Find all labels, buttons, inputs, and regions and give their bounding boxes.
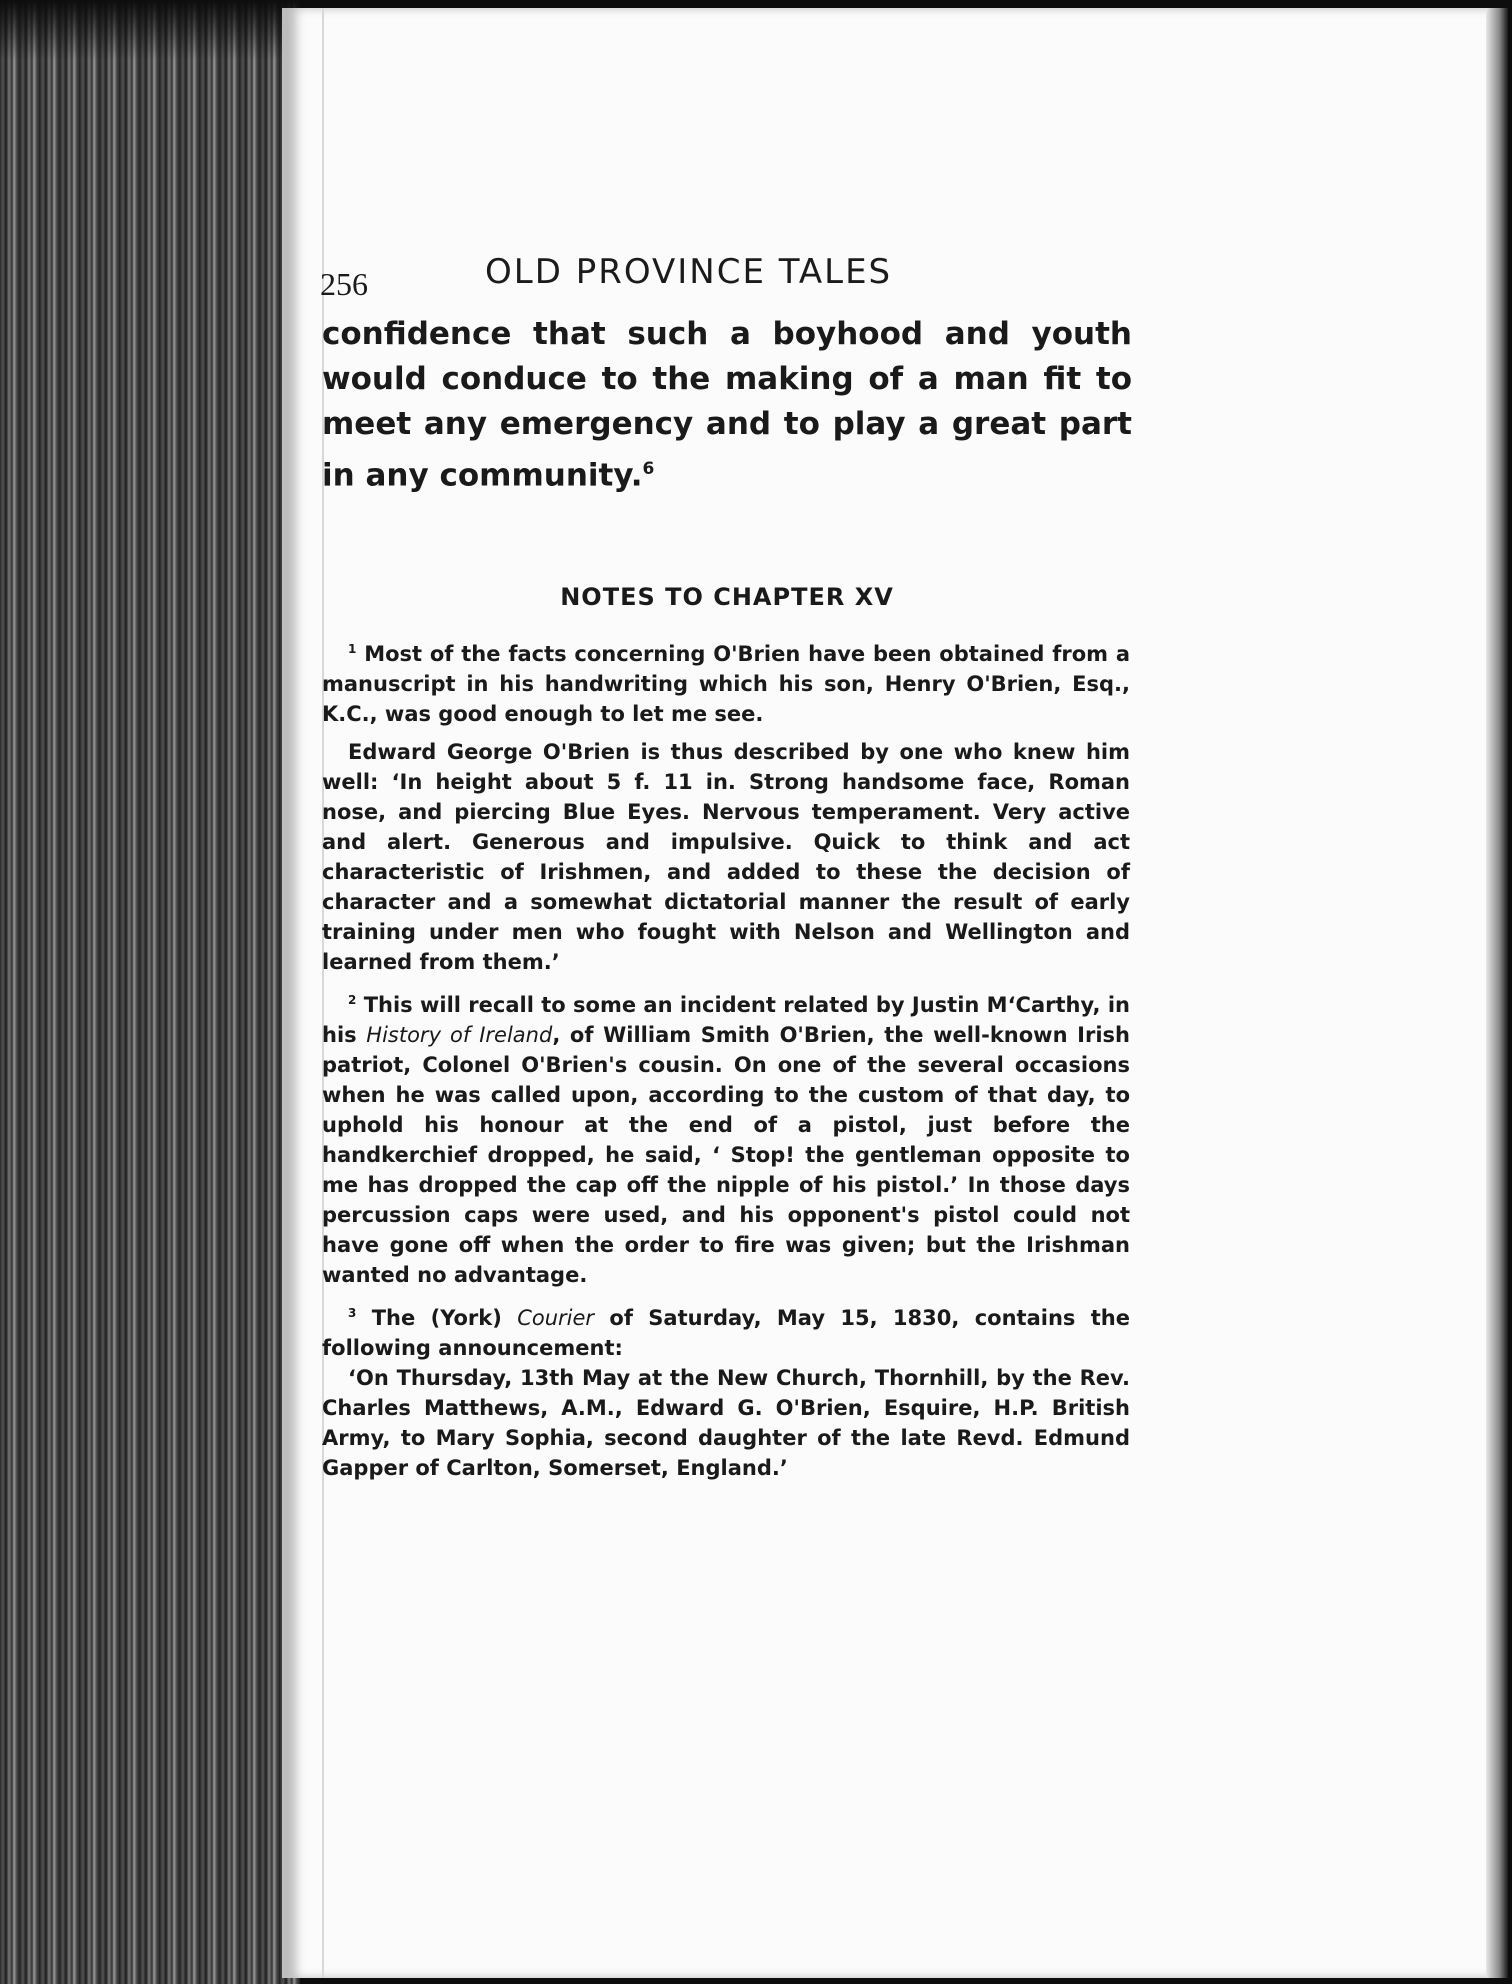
note-1 [322,634,1130,729]
note-text: Edward George O'Brien is thus described by one who knew him well: ‘In height about 5 f. 11 in. Strong handsome face, Roman nose, and piercing Blue Eyes. Nervous temperament. Very active and alert. Generous and impulsive. Quick to think and act characteristic of Irishmen, and added to these the decision of character and a somewhat dictatorial manner the result of early training under men who fought with Nelson and Wellington and learned from them.’ [322,740,1130,974]
footnote-reference: 6 [642,459,655,479]
note-text: of Saturday, May 15, 1830, contains the following announcement: [322,1306,1130,1360]
note-title-italic: History of Ireland [366,1023,553,1047]
note-2 [322,985,1130,1290]
note-marker: 3 [348,1306,357,1320]
note-text: This will recall to some an incident related by Justin M‘Carthy, in his [322,993,1130,1047]
page-number: 256 [320,266,368,302]
notes-heading: NOTES TO CHAPTER XV [560,583,894,611]
note-1-continuation [322,737,1130,977]
note-text: The (York) [371,1306,518,1330]
note-text: Most of the facts concerning O'Brien have been obtained from a manuscript in his handwriting which his son, Henry O'Brien, Esq., K.C., was good enough to let me see. [322,642,1131,726]
note-3 [322,1298,1130,1363]
body-paragraph [322,312,1132,498]
note-text: ‘On Thursday, 13th May at the New Church, Thornhill, by the Rev. Charles Matthews, A.M., Edward G. O'Brien, Esquire, H.P. British Army, to Mary Sophia, second daughter of the late Revd. Edmund Gapper of Carlton, Somerset, England.’ [322,1366,1130,1480]
note-title-italic: Courier [517,1306,595,1330]
body-text: confidence that such a boyhood and youth would conduce to the making of a man fit to meet any emergency and to play a great part in any community. [322,316,1132,494]
note-marker: 2 [348,993,357,1007]
chapter-notes [322,634,1130,1491]
running-head [320,252,1140,312]
note-text: , of William Smith O'Brien, the well-known Irish patriot, Colonel O'Brien's cousin. On one of the several occasions when he was called upon, according to the custom of that day, to uphold his honour at the end of a pistol, just before the handkerchief dropped, he said, ‘ Stop! the gentleman opposite to me has dropped the cap off the nipple of his pistol.’ In those days percussion caps were used, and his opponent's pistol could not have gone off when the order to fire was given; but the Irishman wanted no advantage. [322,1023,1130,1287]
note-marker: 1 [348,642,357,656]
running-title: OLD PROVINCE TALES [485,252,893,292]
page-right-edge [1486,8,1508,1978]
stacked-page-edges [0,0,300,1984]
note-3-continuation [322,1363,1130,1483]
